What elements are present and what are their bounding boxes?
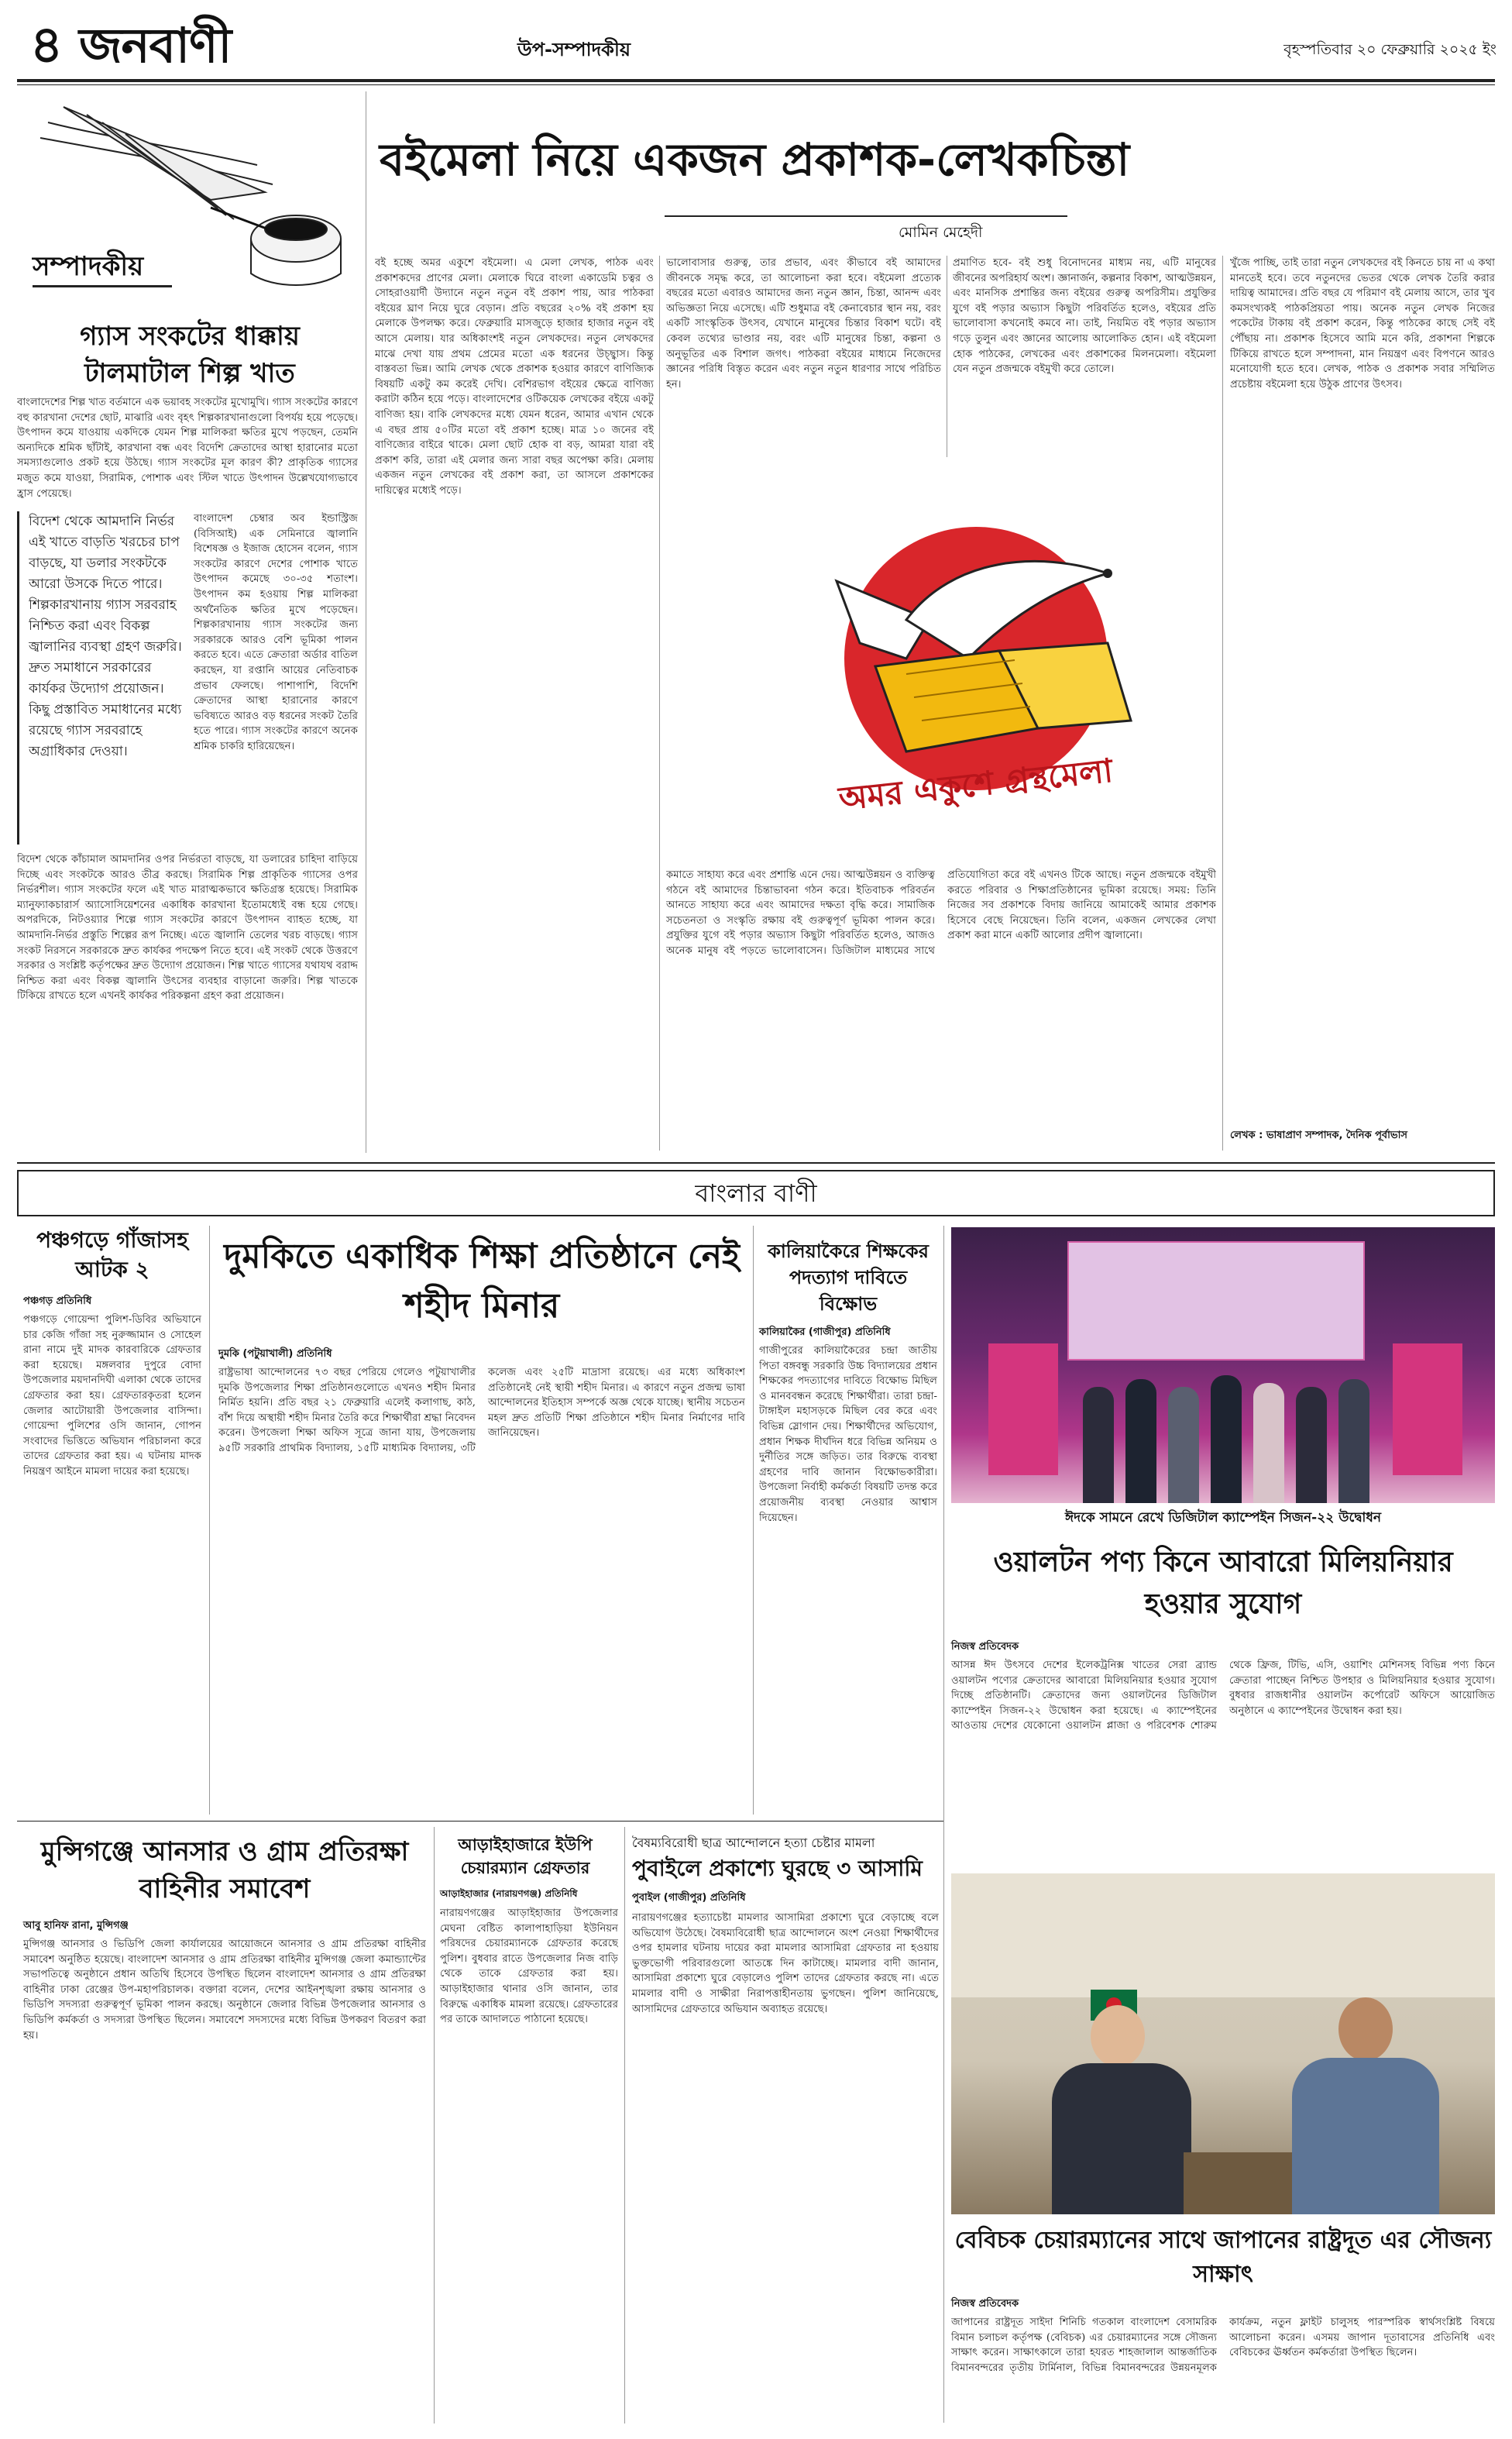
editorial-pullquote: বিদেশ থেকে আমদানি নির্ভর এই খাতে বাড়তি খরচের চাপ বাড়ছে, যা ডলার সংকটকে আরো উসকে দিতে পারে। শিল্পকারখানায় গ্যাস সরবরাহ নিশ্চিত করা এবং বিকল্প জ্বালানির ব্যবস্থা গ্রহণ জরুরি। দ্রুত সমাধানে সরকারের কার্যকর উদ্যোগ প্রয়োজন। কিছু প্রস্তাবিত সমাধানের মধ্যে রয়েছে গ্যাস সরবরাহে অগ্রাধিকার দেওয়া। — [29, 514, 182, 759]
japan-photo-wall — [951, 1873, 1495, 1997]
section-banner-label: বাংলার বাণী — [695, 1178, 817, 1208]
minar-headline: দুমকিতে একাধিক শিক্ষা প্রতিষ্ঠানে নেই শহীদ মিনার — [224, 1237, 740, 1326]
column-divider — [434, 1827, 435, 2424]
person-right — [1277, 1997, 1455, 2214]
page-number: ৪ — [29, 15, 64, 74]
byline-rule — [665, 215, 1067, 217]
coffee-table — [1184, 2152, 1292, 2214]
japan-headline: বেবিচক চেয়ারম্যানের সাথে জাপানের রাষ্ট্রদূত এর সৌজন্য সাক্ষাৎ — [954, 2227, 1492, 2288]
issue-date: বৃহস্পতিবার ২০ ফেব্রুয়ারি ২০২৫ ইং — [1283, 41, 1497, 58]
feature-col-1: বই হচ্ছে অমর একুশে বইমেলা। এ মেলা লেখক, পাঠক এবং প্রকাশকদের প্রাণের মেলা। মেলাকে ঘিরে বাংলা একাডেমি চত্বর ও সোহরাওয়ার্দী উদ্যানে নতুন নতুন বই প্রকাশ পায়, আর পাঠকরা বইয়ের ঘ্রাণ নিয়ে ঘুরে বেড়ান। প্রতি বছরের ২০% বই প্রকাশ হয় মেলাকে উপলক্ষ্য করে। ফেব্রুয়ারি মাসজুড়ে হাজার হাজার নতুন বই আসে মেলায়। যার অধিকাংশই নতুন লেখকদের। নতুন লেখকদের মাঝে দেখা যায় প্রথম প্রেমের মতো এক ধরনের উচ্ছ্বাস। কিন্তু বাস্তবতা ভিন্ন। আমি লেখক থেকে প্রকাশক হওয়ার কারণে বাণিজ্যিক বিষয়টি একটু কম করেই দেখি। বেশিরভাগ বইয়ের ক্ষেত্রে বাণিজ্য করাটা কঠিন হয়ে পড়ে। বাংলাদেশের ওটিকয়েক লেখকের বইয়ে একটু বাণিজ্য হয়। বাকি লেখকদের মধ্যে যেমন ধরেন, আমার এখান থেকে এ বছর প্রায় ৫০টির মতো বই প্রকাশ হচ্ছে। মাত্র ১০ জনের বই বাণিজ্যের বাইরে থাকে। মেলা ছোট হোক বা বড়, আমরা যারা বই প্রকাশ করি, তারা এই মেলার জন্য সারা বছর অপেক্ষা করি। মেলায় একজন নতুন লেখকের বই প্রকাশ করা, তা আসলে প্রকাশকের দায়িত্বের মধ্যেই পড়ে। — [375, 257, 654, 497]
column-divider — [624, 1827, 625, 2424]
column-divider — [943, 1226, 944, 2423]
walton-photo — [951, 1227, 1495, 1503]
section-banner — [17, 1170, 1495, 1216]
feature-author-note: লেখক : ভাষাপ্রাণ সম্পাদক, দৈনিক পূর্বাভাস — [1230, 1130, 1407, 1141]
editorial-banner-label: সম্পাদকীয় — [33, 251, 144, 282]
walton-banner-right — [1393, 1343, 1462, 1475]
accused-byline: পুবাইল (গাজীপুর) প্রতিনিধি — [632, 1892, 746, 1904]
accused-kicker: বৈষম্যবিরোধী ছাত্র আন্দোলনে হত্যা চেষ্টার মামলা — [632, 1835, 875, 1850]
minar-body: রাষ্ট্রভাষা আন্দোলনের ৭৩ বছর পেরিয়ে গেলেও পটুয়াখালীর দুমকি উপজেলার শিক্ষা প্রতিষ্ঠানগুলোতে এখনও শহীদ মিনার নির্মিত হয়নি। প্রতি বছর ২১ ফেব্রুয়ারি এলেই কলাগাছ, কাঠ, বাঁশ দিয়ে অস্থায়ী শহীদ মিনার তৈরি করে শিক্ষার্থীরা শ্রদ্ধা নিবেদন করেন। উপজেলা শিক্ষা অফিস সূত্রে জানা যায়, উপজেলায় ৯৫টি সরকারি প্রাথমিক বিদ্যালয়, ১৫টি মাধ্যমিক বিদ্যালয়, ৩টি কলেজ এবং ২৫টি মাদ্রাসা রয়েছে। এর মধ্যে অধিকাংশ প্রতিষ্ঠানেই নেই স্থায়ী শহীদ মিনার। এ কারণে নতুন প্রজন্ম ভাষা আন্দোলনের ইতিহাস সম্পর্কে অজ্ঞ থেকে যাচ্ছে। স্থানীয় সচেতন মহল দ্রুত প্রতিটি শিক্ষা প্রতিষ্ঠানে শহীদ মিনার নির্মাণের দাবি জানিয়েছেন। — [218, 1367, 745, 1454]
teacher-byline: কালিয়াকৈর (গাজীপুর) প্রতিনিধি — [759, 1326, 891, 1338]
section-name: উপ-সম্পাদকীয় — [517, 39, 631, 60]
feature-col-4: খুঁজে পাচ্ছি, তাই তারা নতুন লেখকদের বই কিনতে চায় না এ কথা মানতেই হবে। তবে নতুনদের ভেতর থেকে লেখক তৈরি করার দায়িত্ব আমাদের। প্রতি বছর যে পরিমাণ বই মেলায় আসে, তার খুব কমসংখ্যকই পাঠকপ্রিয়তা পায়। অনেক নতুন লেখক নিজের পকেটের টাকায় বই প্রকাশ করেন, কিন্তু পাঠকের কাছে সেই বই পৌঁছায় না। প্রকাশক হিসেবে আমি মনে করি, প্রকাশনা শিল্পকে টিকিয়ে রাখতে হলে সম্পাদনা, মান নিয়ন্ত্রণ এবং বিপণনে আরও মনোযোগী হতে হবে। লেখক, পাঠক ও প্রকাশক সবার সম্মিলিত প্রচেষ্টায় বইমেলা হয়ে উঠুক প্রাণের উৎসব। — [1230, 257, 1495, 390]
walton-stage-screen — [1067, 1241, 1365, 1361]
up-headline: আড়াইহাজারে ইউপি চেয়ারম্যান গ্রেফতার — [458, 1835, 593, 1877]
editorial-body-3: বিদেশ থেকে কাঁচামাল আমদানির ওপর নির্ভরতা বাড়ছে, যা ডলারের চাহিদা বাড়িয়ে দিচ্ছে এবং সংকটকে আরও তীব্র করছে। সিরামিক শিল্প প্রাকৃতিক গ্যাসের ওপর নির্ভরশীল। গ্যাস সংকটের ফলে এই খাত মারাত্মকভাবে ক্ষতিগ্রস্ত হয়েছে। সিরামিক ম্যানুফ্যাকচারার্স অ্যাসোসিয়েশনের একাধিক কারখানা ইতোমধ্যেই বন্ধ হয়ে গেছে। অপরদিকে, নিটওয়্যার শিল্পে গ্যাস সংকটের কারণে উৎপাদন ব্যাহত হচ্ছে, যা আমদানি-নির্ভর প্রস্তুতি শিল্পের রূপ নিচ্ছে। এতে জ্বালানি তেলের খরচ বাড়ছে। গ্যাস সংকট নিরসনে সরকারকে দ্রুত কার্যকর পদক্ষেপ নিতে হবে। এই সংকট থেকে উত্তরণে সরকার ও সংশ্লিষ্ট কর্তৃপক্ষের দ্রুত উদ্যোগ প্রয়োজন। শিল্প খাতে গ্যাসের যথাযথ বরাদ্দ নিশ্চিত করা এবং বিকল্প জ্বালানি উৎসের ব্যবহার বাড়ানো জরুরি। শিল্প খাতকে টিকিয়ে রাখতে হলে এখনই কার্যকর পরিকল্পনা গ্রহণ করা প্রয়োজন। — [17, 854, 358, 1003]
accused-headline: পুবাইলে প্রকাশ্যে ঘুরছে ৩ আসামি — [632, 1856, 923, 1881]
feature-bottom: কমাতে সাহায্য করে এবং প্রশান্তি এনে দেয়। আত্মউন্নয়ন ও ব্যক্তিত্ব গঠনে বই আমাদের চিন্তাভাবনা গঠন করে। ইতিবাচক পরিবর্তন আনতে সাহায্য করে এবং আমাদের দক্ষতা বৃদ্ধি করে। সামাজিক সচেতনতা ও সংস্কৃতি রক্ষায় বই গুরুত্বপূর্ণ ভূমিকা পালন করে। প্রযুক্তির যুগে বই পড়ার অভ্যাস কিছুটা পরিবর্তিত হলেও, আজও অনেক মানুষ বই পড়তে ভালোবাসেন। ডিজিটাল মাধ্যমের সাথে প্রতিযোগিতা করে বই এখনও টিকে আছে। নতুন প্রজন্মকে বইমুখী করতে পরিবার ও শিক্ষাপ্রতিষ্ঠানের ভূমিকা রয়েছে। সময়: তিনি নিজের সব প্রকাশকে বিদায় জানিয়ে আমাকেই আমার প্রকাশক হিসেবে বেছে নিয়েছেন। তিনি বলেন, একজন লেখকের লেখা প্রকাশ করা মানে একটি আলোর প্রদীপ জ্বালানো। — [666, 869, 1216, 957]
minar-byline: দুমকি (পটুয়াখালী) প্রতিনিধি — [218, 1348, 332, 1360]
editorial-illustration — [17, 91, 358, 316]
teacher-body: গাজীপুরের কালিয়াকৈরের চন্দ্রা জাতীয় পিতা বঙ্গবন্ধু সরকারি উচ্চ বিদ্যালয়ের প্রধান শিক্ষকের পদত্যাগের দাবিতে বিক্ষোভ মিছিল ও মানববন্ধন করেছে শিক্ষার্থীরা। তারা চন্দ্রা-টাঙ্গাইল মহাসড়কে মিছিল বের করে এবং বিভিন্ন স্লোগান দেয়। শিক্ষার্থীদের অভিযোগ, প্রধান শিক্ষক দীর্ঘদিন ধরে বিভিন্ন অনিয়ম ও দুর্নীতির সঙ্গে জড়িত। তার বিরুদ্ধে ব্যবস্থা গ্রহণের দাবি জানান বিক্ষোভকারীরা। উপজেলা নির্বাহী কর্মকর্তা বিষয়টি তদন্ত করে প্রয়োজনীয় ব্যবস্থা নেওয়ার আশ্বাস দিয়েছেন। — [759, 1345, 937, 1524]
editorial-headline: গ্যাস সংকটের ধাক্কায় টালমাটাল শিল্প খাত — [80, 321, 300, 389]
ganja-byline: পঞ্চগড় প্রতিনিধি — [23, 1295, 92, 1307]
up-body: নারায়ণগঞ্জের আড়াইহাজার উপজেলার মেঘনা বেষ্টিত কালাপাহাড়িয়া ইউনিয়ন পরিষদের চেয়ারম্যানকে গ্রেফতার করেছে পুলিশ। বুধবার রাতে উপজেলার নিজ বাড়ি থেকে তাকে গ্রেফতার করা হয়। আড়াইহাজার থানার ওসি জানান, তার বিরুদ্ধে একাধিক মামলা রয়েছে। গ্রেফতারের পর তাকে আদালতে পাঠানো হয়েছে। — [440, 1908, 618, 2026]
feature-headline: বইমেলা নিয়ে একজন প্রকাশক-লেখকচিন্তা — [380, 133, 1130, 186]
teacher-headline: কালিয়াকৈরে শিক্ষকের পদত্যাগ দাবিতে বিক্ষোভ — [768, 1240, 929, 1315]
row-rule — [17, 1821, 943, 1822]
book-fair-logo-text: অমর একুশে গ্রন্থমেলা — [837, 751, 1115, 818]
walton-banner-left — [988, 1343, 1058, 1475]
walton-people — [1083, 1367, 1377, 1503]
japan-byline: নিজস্ব প্রতিবেদক — [951, 2298, 1019, 2310]
column-divider — [659, 256, 660, 1151]
ansar-body: মুন্সিগঞ্জ আনসার ও ভিডিপি জেলা কার্যালয়ের আয়োজনে আনসার ও গ্রাম প্রতিরক্ষা বাহিনীর সমাবেশ অনুষ্ঠিত হয়েছে। বাংলাদেশ আনসার ও গ্রাম প্রতিরক্ষা বাহিনীর মুন্সিগঞ্জ জেলা কমান্ড্যান্টের সভাপতিত্বে অনুষ্ঠানে প্রধান অতিথি হিসেবে উপস্থিত ছিলেন বাংলাদেশ আনসার ও গ্রাম প্রতিরক্ষা বাহিনীর ঢাকা রেঞ্জের উপ-মহাপরিচালক। বক্তারা বলেন, দেশের আইনশৃঙ্খলা রক্ষায় আনসার ও ভিডিপি সদস্যরা গুরুত্বপূর্ণ ভূমিকা পালন করছে। অনুষ্ঠানে জেলার বিভিন্ন উপজেলার আনসার ও ভিডিপি কর্মকর্তা ও সদস্যরা উপস্থিত ছিলেন। সমাবেশে সদস্যদের মধ্যে বিভিন্ন উপকরণ বিতরণ করা হয়। — [23, 1938, 426, 2042]
walton-headline: ওয়ালটন পণ্য কিনে আবারো মিলিয়নিয়ার হওয়ার সুযোগ — [993, 1546, 1453, 1620]
walton-caption: ঈদকে সামনে রেখে ডিজিটাল ক্যাম্পেইন সিজন-২২ উদ্বোধন — [1064, 1510, 1382, 1526]
book-fair-logo — [674, 465, 1216, 852]
column-divider — [753, 1226, 754, 1815]
editorial-body: বাংলাদেশের শিল্প খাত বর্তমানে এক ভয়াবহ সংকটের মুখোমুখি। গ্যাস সংকটের কারণে বহু কারখানা দেশের ছোট, মাঝারি এবং বৃহৎ শিল্পকারখানাগুলো বিপর্যয় হয়ে পড়েছে। উৎপাদন কমে যাওয়ায় একদিকে যেমন শিল্প মালিকরা ক্ষতির মুখে পড়ছেন, তেমনি অন্যদিকে শ্রমিক ছাঁটাই, কারখানা বন্ধ এবং বিদেশি ক্রেতাদের আস্থা হারানোর মতো সমস্যাগুলোও প্রকট হয়ে উঠছে। গ্যাস সংকটের মূল কারণ কী? প্রাকৃতিক গ্যাসের মজুত কমে যাওয়া, সিরামিক, পোশাক এবং স্টিল খাতে উৎপাদন উল্লেখযোগ্যভাবে হ্রাস পেয়েছে। — [17, 397, 358, 500]
japan-photo — [951, 1873, 1495, 2214]
column-divider — [209, 1226, 210, 1815]
ganja-body: পঞ্চগড়ে গোয়েন্দা পুলিশ-ডিবির অভিযানে চার কেজি গাঁজা সহ নুরুজ্জামান ও সোহেল রানা নামে দুই মাদক কারবারিকে গ্রেফতার করা হয়েছে। মঙ্গলবার দুপুরে বোদা উপজেলার ময়দানদিঘী এলাকা থেকে তাদের গ্রেফতার করা হয়। গ্রেফতারকৃতরা হলেন জেলার আটোয়ারী উপজেলার বাসিন্দা। গোয়েন্দা পুলিশের ওসি জানান, গোপন সংবাদের ভিত্তিতে অভিযান পরিচালনা করে তাদের গ্রেফতার করা হয়। এ ঘটনায় মাদক নিয়ন্ত্রণ আইনে মামলা দায়ের করা হয়েছে। — [23, 1314, 201, 1478]
editorial-body-2: বাংলাদেশ চেম্বার অব ইন্ডাস্ট্রিজ (বিসিআই) এক সেমিনারে জ্বালানি বিশেষজ্ঞ ও ইজাজ হোসেন বলেন, গ্যাস সংকটের কারণে দেশের পোশাক খাতে উৎপাদন কমেছে ৩০-৩৫ শতাংশ। উৎপাদন কম হওয়ায় শিল্প মালিকরা অর্থনৈতিক ক্ষতির মুখে পড়েছেন। শিল্পকারখানায় গ্যাস সংকটের জন্য সরকারকে আরও বেশি ভূমিকা পালন করতে হবে। এতে ক্রেতারা অর্ডার বাতিল করছেন, যা রপ্তানি আয়ের নেতিবাচক প্রভাব ফেলছে। পাশাপাশি, বিদেশি ক্রেতাদের আস্থা হারানোর কারণে ভবিষ্যতে আরও বড় ধরনের সংকট তৈরি হতে পারে। গ্যাস সংকটের কারণে অনেক শ্রমিক চাকরি হারিয়েছেন। — [194, 513, 358, 752]
feature-col-3: প্রমাণিত হবে- বই শুধু বিনোদনের মাধ্যম নয়, এটি মানুষের জীবনের অপরিহার্য অংশ। জ্ঞানার্জন, কল্পনার বিকাশ, আত্মউন্নয়ন, এবং মানসিক প্রশান্তির জন্য বইয়ের গুরুত্ব অপরিসীম। প্রযুক্তির যুগে বই পড়ার অভ্যাস কিছুটা পরিবর্তিত হলেও, বইয়ের প্রতি ভালোবাসা কখনোই কমবে না। তাই, নিয়মিত বই পড়ার অভ্যাস গড়ে তুলুন এবং জ্ঞানের আলোয় আলোকিত হোন। এই বইমেলা হোক পাঠকের, লেখকের এবং প্রকাশকের মিলনমেলা। বইমেলা যেন নতুন প্রজন্মকে বইমুখী করে তোলে। — [953, 257, 1216, 376]
masthead-rule-thin — [17, 84, 1495, 85]
ganja-headline: পঞ্চগড়ে গাঁজাসহ আটক ২ — [36, 1227, 188, 1282]
section-rule — [17, 1162, 1495, 1164]
masthead-logo: জনবাণী — [79, 17, 232, 74]
walton-byline: নিজস্ব প্রতিবেদক — [951, 1641, 1019, 1653]
editorial-banner-underline — [33, 285, 172, 287]
japan-body: জাপানের রাষ্ট্রদূত সাইদা শিনিচি গতকাল বাংলাদেশ বেসামরিক বিমান চলাচল কর্তৃপক্ষ (বেবিচক) এর চেয়ারম্যানের সঙ্গে সৌজন্য সাক্ষাৎ করেন। সাক্ষাৎকালে তারা হযরত শাহজালাল আন্তর্জাতিক বিমানবন্দরের তৃতীয় টার্মিনাল, বিভিন্ন বিমানবন্দরের উন্নয়নমূলক কার্যক্রম, নতুন ফ্লাইট চালুসহ পারস্পরিক স্বার্থসংশ্লিষ্ট বিষয়ে আলোচনা করেন। এসময় জাপান দূতাবাসের প্রতিনিধি এবং বেবিচকের ঊর্ধ্বতন কর্মকর্তারা উপস্থিত ছিলেন। — [951, 2317, 1495, 2374]
feature-col-2: ভালোবাসার গুরুত্ব, তার প্রভাব, এবং কীভাবে বই আমাদের জীবনকে সমৃদ্ধ করে, তা আলোচনা করা হবে। বইমেলা প্রত্যেক বছরের মতো এবারও আমাদের জন্য নতুন জ্ঞান, চিন্তা, আনন্দ এবং অভিজ্ঞতা নিয়ে এসেছে। এটি শুধুমাত্র বই কেনাবেচার স্থান নয়, বরং একটি সাংস্কৃতিক উৎসব, যেখানে মানুষের চিন্তার বিকাশ ঘটে। বই কেবল তথ্যের ভাণ্ডার নয়, বরং এটি মানুষের চিন্তা, কল্পনা ও অনুভূতির এক বিশাল জগৎ। পাঠকরা বইয়ের মাধ্যমে নিজেদের জ্ঞানের পরিধি বিস্তৃত করেন এবং নতুন নতুন ধারণার সাথে পরিচিত হন। — [666, 257, 941, 390]
ansar-headline: মুন্সিগঞ্জে আনসার ও গ্রাম প্রতিরক্ষা বাহিনীর সমাবেশ — [40, 1836, 409, 1904]
column-divider — [1222, 256, 1223, 1151]
accused-body: নারায়ণগঞ্জের হত্যাচেষ্টা মামলার আসামিরা প্রকাশ্যে ঘুরে বেড়াচ্ছে বলে অভিযোগ উঠেছে। বৈষম্যবিরোধী ছাত্র আন্দোলনে অংশ নেওয়া শিক্ষার্থীদের ওপর হামলার ঘটনায় দায়ের করা মামলার আসামিরা গ্রেফতার না হওয়ায় ভুক্তভোগী পরিবারগুলো আতঙ্কে দিন কাটাচ্ছে। মামলার বাদী জানান, আসামিরা প্রকাশ্যে ঘুরে বেড়ালেও পুলিশ তাদের গ্রেফতার করছে না। এতে মামলার বাদী ও সাক্ষীরা নিরাপত্তাহীনতায় ভুগছেন। পুলিশ জানিয়েছে, আসামিদের গ্রেফতারে অভিযান অব্যাহত রয়েছে। — [632, 1912, 939, 2015]
ansar-byline: আবু হানিফ রানা, মুন্সিগঞ্জ — [23, 1920, 129, 1932]
editorial-pullquote-box — [17, 511, 188, 845]
up-byline: আড়াইহাজার (নারায়ণগঞ্জ) প্রতিনিধি — [440, 1888, 578, 1899]
walton-body: আসন্ন ঈদ উৎসবে দেশের ইলেকট্রনিক্স খাতের সেরা ব্র্যান্ড ওয়ালটন পণ্যের ক্রেতাদের আবারো মিলিয়নিয়ার হওয়ার সুযোগ দিচ্ছে প্রতিষ্ঠানটি। ক্রেতাদের জন্য ওয়ালটনের ডিজিটাল ক্যাম্পেইন সিজন-২২ উদ্বোধন করা হয়েছে। এ ক্যাম্পেইনের আওতায় দেশের যেকোনো ওয়ালটন প্লাজা ও পরিবেশক শোরুম থেকে ফ্রিজ, টিভি, এসি, ওয়াশিং মেশিনসহ বিভিন্ন পণ্য কিনে ক্রেতারা পাচ্ছেন নিশ্চিত উপহার ও মিলিয়নিয়ার হওয়ার সুযোগ। বুধবার রাজধানীর ওয়ালটন কর্পোরেট অফিসে আয়োজিত অনুষ্ঠানে এ ক্যাম্পেইনের উদ্বোধন করা হয়। — [951, 1660, 1495, 1732]
feature-author: মোমিন মেহেদী — [899, 224, 983, 241]
masthead-rule — [17, 79, 1495, 82]
person-left — [1036, 2005, 1207, 2214]
